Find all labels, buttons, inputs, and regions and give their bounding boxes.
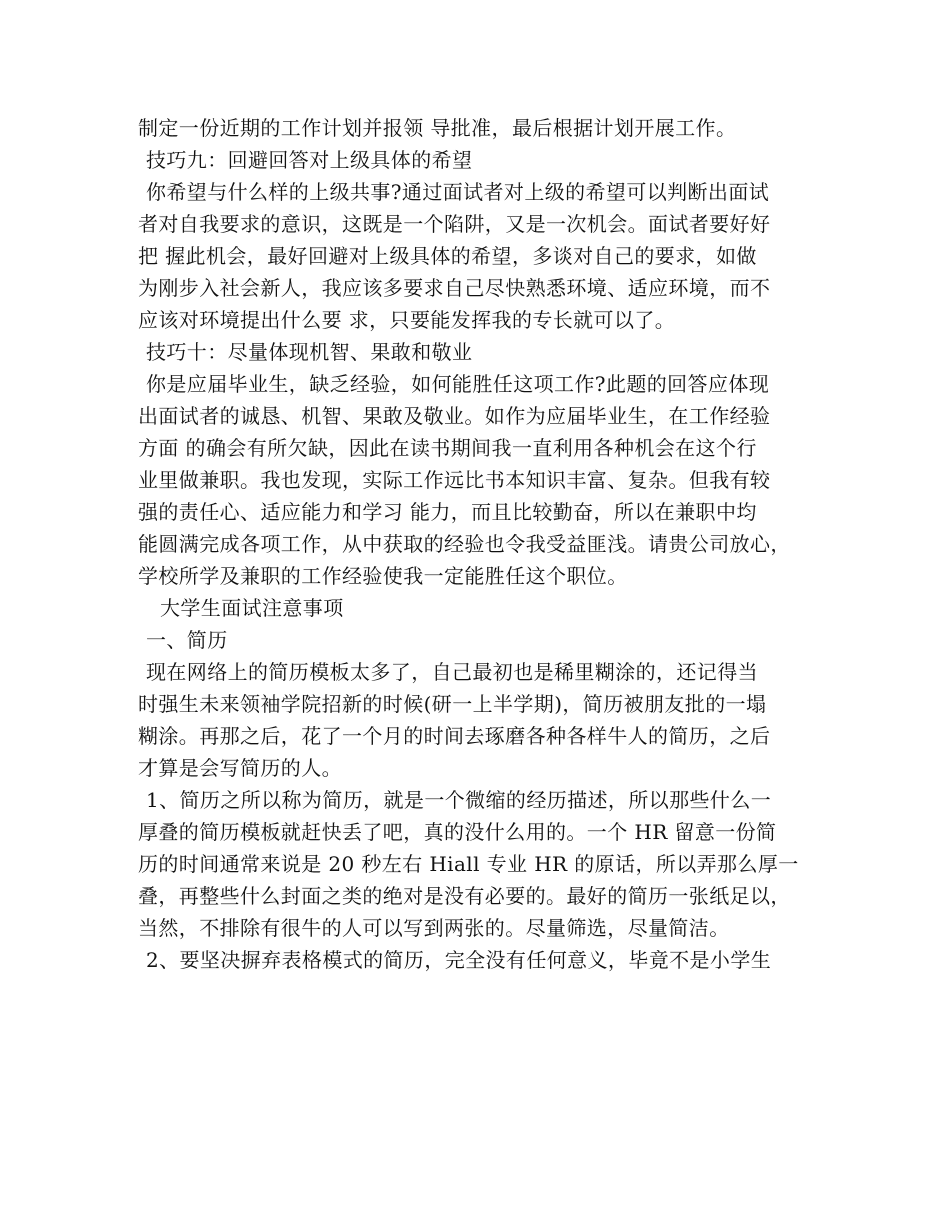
text-line: 为刚步入社会新人，我应该多要求自己尽快熟悉环境、适应环境，而不 [138, 276, 771, 300]
text-line: 业里做兼职。我也发现，实际工作远比书本知识丰富、复杂。但我有较 [138, 468, 771, 492]
text-line: 应该对环境提出什么要 求，只要能发挥我的专长就可以了。 [138, 308, 676, 332]
text-line: 者对自我要求的意识，这既是一个陷阱，又是一次机会。面试者要好好 [138, 212, 771, 236]
text-line: 历的时间通常来说是 20 秒左右 Hiall 专业 HR 的原话，所以弄那么厚一 [138, 852, 799, 876]
text-line: 能圆满完成各项工作，从中获取的经验也令我受益匪浅。请贵公司放心， [138, 532, 791, 556]
section-title: 大学生面试注意事项 [160, 596, 344, 620]
section-heading: 一、简历 [146, 628, 228, 652]
text-line: 时强生未来领袖学院招新的时候(研一上半学期)，简历被朋友批的一塌 [138, 692, 767, 716]
text-line: 厚叠的简历模板就赶快丢了吧，真的没什么用的。一个 HR 留意一份简 [138, 820, 777, 844]
text-line: 叠，再整些什么封面之类的绝对是没有必要的。最好的简历一张纸足以， [138, 884, 791, 908]
section-heading: 技巧十：尽量体现机智、果敢和敬业 [146, 340, 473, 364]
text-line: 制定一份近期的工作计划并报领 导批准，最后根据计划开展工作。 [138, 116, 737, 140]
text-line: 现在网络上的简历模板太多了，自己最初也是稀里糊涂的，还记得当 [146, 660, 758, 684]
text-line: 2、要坚决摒弃表格模式的简历，完全没有任何意义，毕竟不是小学生 [146, 948, 772, 972]
text-line: 当然，不排除有很牛的人可以写到两张的。尽量筛选，尽量简洁。 [138, 916, 730, 940]
text-line: 出面试者的诚恳、机智、果敢及敬业。如作为应届毕业生，在工作经验 [138, 404, 771, 428]
text-line: 你是应届毕业生，缺乏经验，如何能胜任这项工作?此题的回答应体现 [146, 372, 770, 396]
section-heading: 技巧九：回避回答对上级具体的希望 [146, 148, 473, 172]
text-line: 才算是会写简历的人。 [138, 756, 342, 780]
text-line: 方面 的确会有所欠缺，因此在读书期间我一直利用各种机会在这个行 [138, 436, 757, 460]
text-line: 强的责任心、适应能力和学习 能力，而且比较勤奋，所以在兼职中均 [138, 500, 757, 524]
text-line: 糊涂。再那之后，花了一个月的时间去琢磨各种各样牛人的简历，之后 [138, 724, 771, 748]
document-page [138, 112, 828, 976]
text-line: 你希望与什么样的上级共事?通过面试者对上级的希望可以判断出面试 [146, 180, 770, 204]
text-line: 把 握此机会，最好回避对上级具体的希望，多谈对自己的要求，如做 [138, 244, 757, 268]
text-line: 学校所学及兼职的工作经验使我一定能胜任这个职位。 [138, 564, 628, 588]
text-line: 1、简历之所以称为简历，就是一个微缩的经历描述，所以那些什么一 [146, 788, 772, 812]
